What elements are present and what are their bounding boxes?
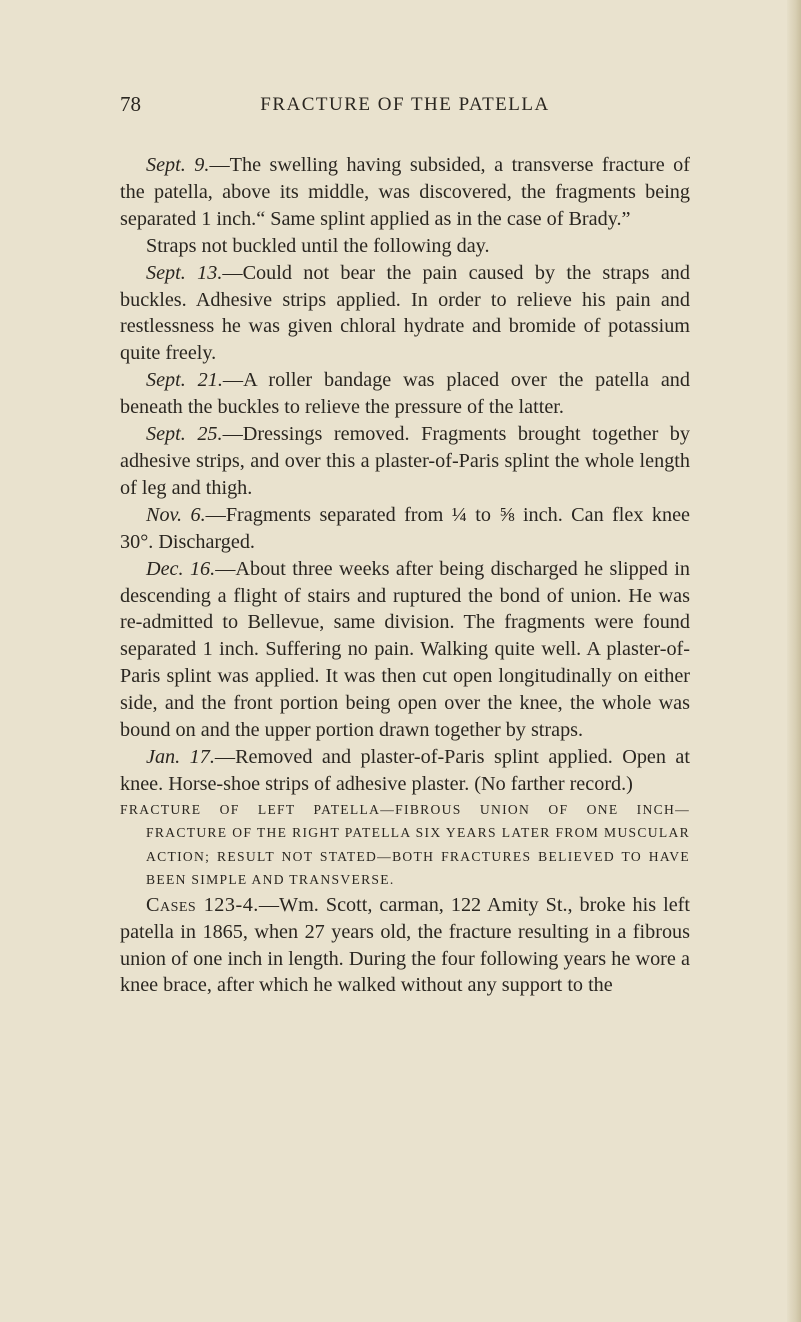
cases-text: —Wm. Scott, carman, 122 Amity St., broke his left patella in 1865, when 27 years old, the fracture resulting in a fibrous union of one inch in length. During the four following years he wore a knee brace, after which he walked without any support to the xyxy=(120,893,690,997)
entry-text: —The swelling having subsided, a transverse fracture of the patella, above its middle, was discovered, the fragments being separated 1 inch.“ Same splint applied as in the case of Brady.” xyxy=(120,154,690,230)
cases-paragraph xyxy=(120,892,690,1000)
entry-text: —Fragments separated from ¼ to ⅝ inch. Can flex knee 30°. Discharged. xyxy=(120,503,690,553)
entry-date: Nov. 6. xyxy=(146,503,206,526)
page-number: 78 xyxy=(120,92,141,116)
entry-sept-13 xyxy=(120,260,690,368)
entry-text: —A roller bandage was placed over the patella and beneath the buckles to relieve the pressure of the latter. xyxy=(120,369,690,419)
section-heading-rest: FRACTURE OF THE RIGHT PATELLA SIX YEARS LATER FROM MUSCULAR ACTION; RESULT NOT STATED—BOTH FRACTURES BELIEVED TO HAVE BEEN SIMPLE AND TRANSVERSE. xyxy=(146,825,690,888)
running-title: FRACTURE OF THE PATELLA xyxy=(260,94,550,115)
entry-date: Dec. 16. xyxy=(146,557,216,580)
entry-sept-21 xyxy=(120,367,690,421)
entry-date: Sept. 9. xyxy=(146,154,210,176)
body-text xyxy=(120,152,690,999)
entry-date: Sept. 25. xyxy=(146,423,223,446)
page-edge-shadow xyxy=(787,0,801,1322)
section-heading-line1: FRACTURE OF LEFT PATELLA—FIBROUS UNION OF ONE INCH— xyxy=(120,801,690,817)
entry-text: —Removed and plaster-of-Paris splint applied. Open at knee. Horse-shoe strips of adhesive plaster. (No farther record.) xyxy=(120,745,690,795)
entry-text: —Could not bear the pain caused by the straps and buckles. Adhesive strips applied. In order to relieve his pain and restlessness he was given chloral hydrate and bromide of potassium quite freely. xyxy=(120,261,690,365)
cases-label: Cases 123-4. xyxy=(146,893,259,916)
entry-sept-9 xyxy=(120,152,690,233)
entry-continuation xyxy=(120,233,690,260)
section-heading xyxy=(120,798,690,892)
entry-date: Sept. 21. xyxy=(146,369,223,392)
entry-date: Sept. 13. xyxy=(146,261,223,284)
entry-date: Jan. 17. xyxy=(146,745,215,768)
entry-text: Straps not buckled until the following day. xyxy=(146,234,490,257)
entry-jan-17 xyxy=(120,744,690,798)
entry-text: —About three weeks after being discharged he slipped in descending a flight of stairs and ruptured the bond of union. He was re-admitted to Bellevue, same division. The fragments were found separated 1 inch. Suffering no pain. Walking quite well. A plaster-of-Paris splint was applied. It was then cut open longitudinally on either side, and the front portion being open over the knee, the whole was bound on and the upper portion drawn together by straps. xyxy=(120,557,690,742)
entry-sept-25 xyxy=(120,421,690,502)
entry-dec-16 xyxy=(120,556,690,744)
entry-nov-6 xyxy=(120,502,690,556)
entry-text: —Dressings removed. Fragments brought together by adhesive strips, and over this a plaster-of-Paris splint the whole length of leg and thigh. xyxy=(120,423,690,499)
